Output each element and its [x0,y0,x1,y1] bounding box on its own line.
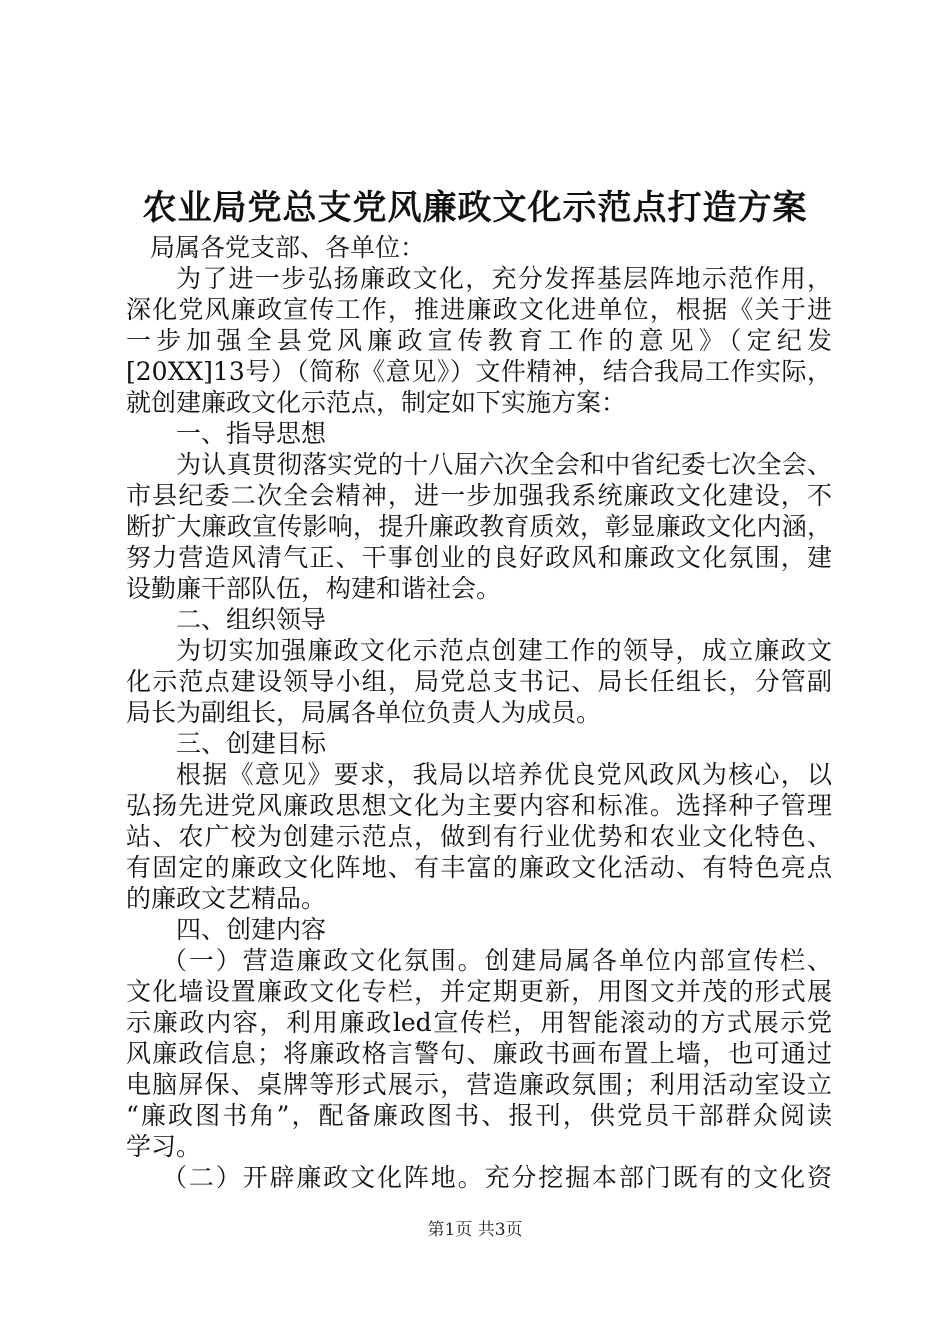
paragraph-line: “廉政图书角”，配备廉政图书、报刊，供党员干部群众阅读 [126,1101,832,1130]
section-heading: 三、创建目标 [176,729,327,758]
section-heading: 二、组织领导 [176,605,327,634]
paragraph-line: 电脑屏保、桌牌等形式展示，营造廉政氛围；利用活动室设立 [126,1070,832,1099]
paragraph-line: 努力营造风清气正、干事创业的良好政风和廉政文化氛围，建 [126,543,832,572]
section-heading: 四、创建内容 [176,915,327,944]
paragraph-line: 为认真贯彻落实党的十八届六次全会和中省纪委七次全会、 [176,450,832,479]
paragraph-line: 为了进一步弘扬廉政文化，充分发挥基层阵地示范作用， [176,264,832,293]
section-heading: 一、指导思想 [176,419,327,448]
document-body [126,232,832,1193]
document-title: 农业局党总支党风廉政文化示范点打造方案 [142,188,808,228]
paragraph-line: [20XX]13号）（简称《意见》）文件精神，结合我局工作实际， [126,357,832,386]
paragraph-line: 风廉政信息；将廉政格言警句、廉政书画布置上墙，也可通过 [126,1039,832,1068]
page-number: 第1页 共3页 [427,1220,523,1240]
paragraph-line: 局长为副组长，局属各单位负责人为成员。 [126,698,602,727]
paragraph-line: 设勤廉干部队伍，构建和谐社会。 [126,574,502,603]
paragraph-line: 的廉政文艺精品。 [126,884,327,913]
paragraph-line: （二）开辟廉政文化阵地。充分挖掘本部门既有的文化资 [162,1163,832,1192]
salutation-line: 局属各党支部、各单位： [150,233,426,262]
paragraph-line: 为切实加强廉政文化示范点创建工作的领导，成立廉政文 [176,636,832,665]
paragraph-line: 有固定的廉政文化阵地、有丰富的廉政文化活动、有特色亮点 [126,853,832,882]
paragraph-line: 学习。 [126,1132,202,1161]
paragraph-line: 就创建廉政文化示范点，制定如下实施方案： [126,388,627,417]
paragraph-line: 示廉政内容，利用廉政led宣传栏，用智能滚动的方式展示党 [126,1008,832,1037]
paragraph-line: 断扩大廉政宣传影响，提升廉政教育质效，彰显廉政文化内涵， [126,512,832,541]
paragraph-line: 弘扬先进党风廉政思想文化为主要内容和标准。选择种子管理 [126,791,832,820]
paragraph-line: 化示范点建设领导小组，局党总支书记、局长任组长，分管副 [126,667,832,696]
paragraph-line: 深化党风廉政宣传工作，推进廉政文化进单位，根据《关于进 [126,295,832,324]
paragraph-line: 文化墙设置廉政文化专栏，并定期更新，用图文并茂的形式展 [126,977,832,1006]
paragraph-line: 站、农广校为创建示范点，做到有行业优势和农业文化特色、 [126,822,832,851]
paragraph-line: 市县纪委二次全会精神，进一步加强我系统廉政文化建设，不 [126,481,832,510]
paragraph-line: 一步加强全县党风廉政宣传教育工作的意见》（定纪发 [126,326,832,355]
paragraph-line: （一）营造廉政文化氛围。创建局属各单位内部宣传栏、 [162,946,832,975]
paragraph-line: 根据《意见》要求，我局以培养优良党风政风为核心，以 [176,760,832,789]
